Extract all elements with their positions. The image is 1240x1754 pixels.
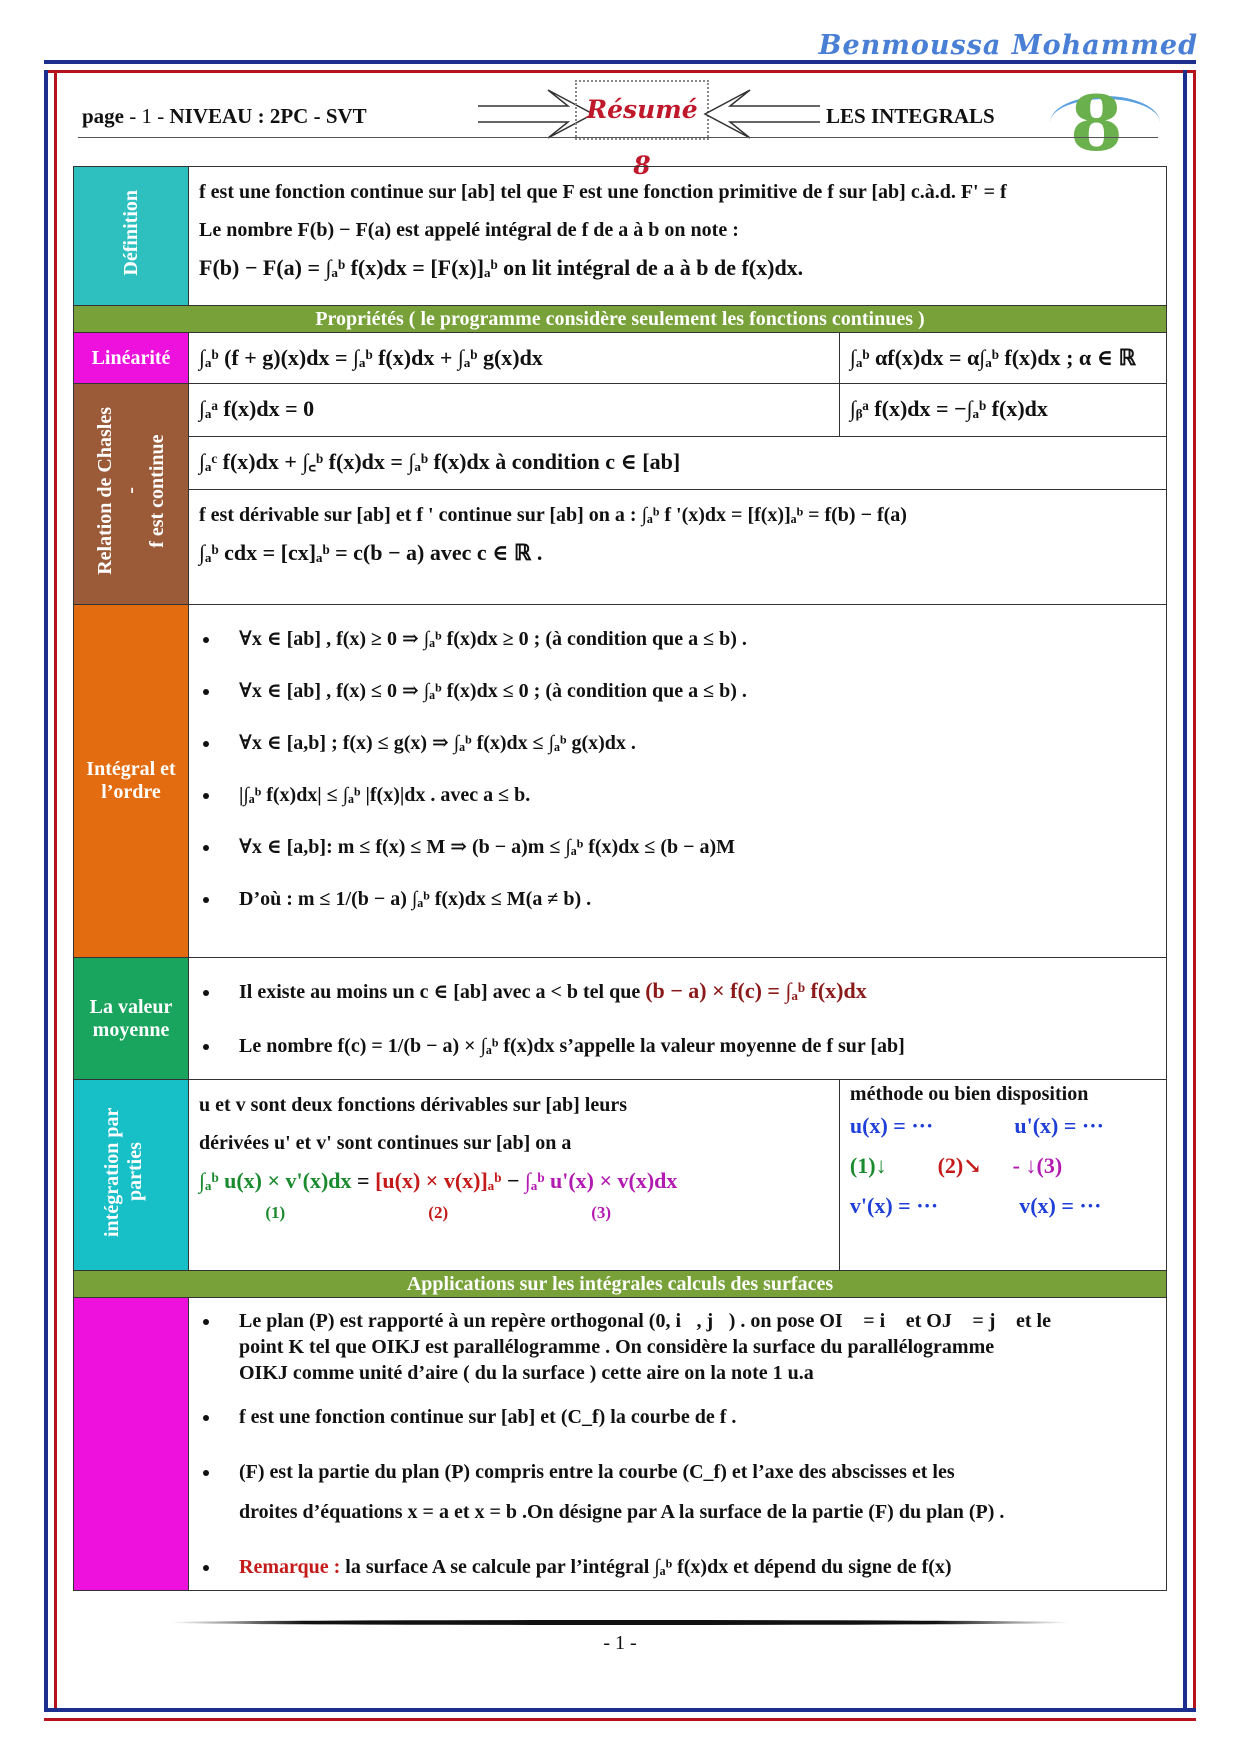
chasles-r1-right: ∫ᵦᵃ f(x)dx = −∫ₐᵇ f(x)dx — [839, 384, 1166, 437]
remarque-label: Remarque : — [239, 1556, 341, 1578]
applications-band-row — [74, 1271, 1167, 1298]
parties-term-3 — [525, 1166, 678, 1228]
applications-item-1-l3: OIKJ comme unité d’aire ( du la surface ) cette aire on la note 1 u.a — [239, 1362, 814, 1384]
chasles-r4: ∫ₐᵇ cdx = [cx]ₐᵇ = c(b − a) avec c ∈ ℝ . — [199, 540, 543, 565]
remarque-text: la surface A se calcule par l’intégral ∫ₐᵇ f(x)dx et dépend du signe de f(x) — [345, 1556, 952, 1578]
ordre-list — [199, 613, 1156, 925]
method-arrow-1: (1)↓ — [849, 1153, 887, 1178]
chasles-r3: f est dérivable sur [ab] et f ' continue sur [ab] on a : ∫ₐᵇ f '(x)dx = [f(x)]ₐᵇ = f(b) − f(a) — [199, 504, 907, 526]
frame-top-border — [44, 60, 1196, 73]
parties-formula — [199, 1166, 829, 1228]
ordre-item-5: • ∀x ∈ [a,b]: m ≤ f(x) ≤ M ⇒ (b − a)m ≤ ∫ₐᵇ f(x)dx ≤ (b − a)M — [221, 821, 1156, 873]
applications-content — [189, 1298, 1167, 1591]
linearite-row — [74, 333, 1167, 384]
parties-term-2-text: [u(x) × v(x)]ₐᵇ — [375, 1168, 502, 1193]
ordre-item-2: • ∀x ∈ [ab] , f(x) ≤ 0 ⇒ ∫ₐᵇ f(x)dx ≤ 0 ; (à condition que a ≤ b) . — [221, 665, 1156, 717]
ordre-item-1: • ∀x ∈ [ab] , f(x) ≥ 0 ⇒ ∫ₐᵇ f(x)dx ≥ 0 ; (à condition que a ≤ b) . — [221, 613, 1156, 665]
resume-badge: Résumé 8 — [575, 80, 709, 140]
definition-content — [189, 167, 1167, 306]
footer-page-number: - 1 - — [603, 1632, 637, 1654]
applications-row — [74, 1298, 1167, 1591]
arrow-right-decoration — [700, 84, 820, 144]
proprietes-band-row — [74, 306, 1167, 333]
frame-left-border — [44, 70, 57, 1710]
method-upx: u'(x) = ··· — [1014, 1113, 1104, 1138]
moyenne-label — [74, 958, 189, 1080]
moyenne-row — [74, 958, 1167, 1080]
chasles-label-cell — [74, 384, 189, 605]
moyenne-content — [189, 958, 1167, 1080]
applications-item-3-l2: droites d’équations x = a et x = b .On désigne par A la surface de la partie (F) du plan (P) . — [239, 1501, 1005, 1523]
chasles-row-3 — [74, 490, 1167, 605]
parties-row — [74, 1080, 1167, 1271]
chasles-label-2: - — [120, 487, 142, 495]
frame-right-border — [1183, 70, 1196, 1710]
ordre-label — [74, 605, 189, 958]
moyenne-label-text: La valeur moyenne — [89, 995, 173, 1041]
chasles-r1-left: ∫ₐᵃ f(x)dx = 0 — [189, 384, 840, 437]
ordre-item-3: • ∀x ∈ [a,b] ; f(x) ≤ g(x) ⇒ ∫ₐᵇ f(x)dx ≤ ∫ₐᵇ g(x)dx . — [221, 717, 1156, 769]
parties-method-row-1 — [850, 1106, 1156, 1146]
parties-minus: − — [506, 1168, 520, 1193]
chasles-label-3: f est continue — [146, 434, 168, 548]
parties-term-2-number: (2) — [428, 1203, 449, 1222]
parties-method-title: méthode ou bien disposition — [849, 1083, 1089, 1105]
parties-left — [189, 1080, 840, 1271]
parties-method-row-3 — [850, 1186, 1156, 1226]
moyenne-item-1 — [221, 964, 1156, 1019]
ordre-label-text: Intégral et l’ordre — [86, 758, 176, 803]
header-underline — [78, 137, 1158, 138]
parties-term-2 — [375, 1166, 501, 1228]
proprietes-band: Propriétés ( le programme considère seulement les fonctions continues ) — [74, 306, 1167, 333]
summary-table — [73, 166, 1167, 1591]
moyenne-item-1-formula: (b − a) × f(c) = ∫ₐᵇ f(x)dx — [645, 978, 867, 1003]
method-vpx: v'(x) = ··· — [849, 1193, 939, 1218]
linearite-right: ∫ₐᵇ αf(x)dx = α∫ₐᵇ f(x)dx ; α ∈ ℝ — [839, 333, 1166, 384]
definition-row — [74, 167, 1167, 306]
parties-term-1 — [199, 1166, 352, 1228]
applications-item-1-l2: point K tel que OIKJ est parallélogramme . On considère la surface du parallélogramme — [239, 1336, 995, 1358]
linearite-left: ∫ₐᵇ (f + g)(x)dx = ∫ₐᵇ f(x)dx + ∫ₐᵇ g(x)dx — [189, 333, 840, 384]
applications-item-1-l1: Le plan (P) est rapporté à un repère orthogonal (0, i⃗, j⃗) . on pose OI⃗ = i⃗ et OJ⃗ = j⃗ et le — [239, 1310, 1051, 1332]
ordre-item-6: • D’où : m ≤ 1/(b − a) ∫ₐᵇ f(x)dx ≤ M(a ≠ b) . — [221, 873, 1156, 925]
ordre-content — [189, 605, 1167, 958]
definition-line-2: Le nombre F(b) − F(a) est appelé intégral de f de a à b on note : — [199, 219, 739, 241]
ordre-row — [74, 605, 1167, 958]
author-signature: Benmoussa Mohammed — [818, 30, 1198, 61]
applications-item-3-l1: (F) est la partie du plan (P) compris entre la courbe (C_f) et l’axe des abscisses et les — [239, 1461, 955, 1483]
applications-band: Applications sur les intégrales calculs des surfaces — [74, 1271, 1167, 1298]
chasles-r2: ∫ₐᶜ f(x)dx + ∫꜀ᵇ f(x)dx = ∫ₐᵇ f(x)dx à condition c ∈ [ab] — [189, 437, 1167, 490]
chasles-row-2 — [74, 437, 1167, 490]
ordre-item-4: • |∫ₐᵇ f(x)dx| ≤ ∫ₐᵇ |f(x)|dx . avec a ≤ b. — [221, 769, 1156, 821]
definition-line-3: F(b) − F(a) = ∫ₐᵇ f(x)dx = [F(x)]ₐᵇ on lit intégral de a à b de f(x)dx. — [199, 255, 804, 280]
parties-term-1-text: ∫ₐᵇ u(x) × v'(x)dx — [199, 1168, 352, 1193]
page-number: - 1 - — [129, 104, 165, 128]
footer-divider — [170, 1620, 1070, 1625]
definition-label: Définition — [119, 190, 142, 276]
parties-eq: = — [357, 1168, 370, 1193]
parties-method — [839, 1080, 1166, 1271]
parties-term-3-text: ∫ₐᵇ u'(x) × v(x)dx — [524, 1168, 678, 1193]
definition-line-1: f est une fonction continue sur [ab] tel que F est une fonction primitive de f sur [ab] c.à.d. F' = f — [199, 181, 1007, 203]
parties-label-cell — [74, 1080, 189, 1271]
parties-line-2: dérivées u' et v' sont continues sur [ab] on a — [199, 1132, 572, 1154]
applications-label-cell — [74, 1298, 189, 1591]
moyenne-item-1-text: Il existe au moins un c ∈ [ab] avec a < b tel que — [239, 981, 641, 1003]
parties-term-1-number: (1) — [265, 1203, 286, 1222]
method-ux: u(x) = ··· — [849, 1113, 934, 1138]
method-arrow-3: - ↓(3) — [1012, 1153, 1063, 1178]
chasles-label-1: Relation de Chasles — [94, 407, 116, 575]
applications-item-4 — [221, 1554, 1156, 1580]
linearite-label: Linéarité — [74, 333, 189, 384]
definition-label-cell — [74, 167, 189, 306]
frame-bottom-border — [44, 1708, 1196, 1721]
niveau-label: NIVEAU : 2PC - SVT — [169, 104, 367, 128]
moyenne-list — [199, 964, 1156, 1073]
moyenne-item-2: • Le nombre f(c) = 1/(b − a) × ∫ₐᵇ f(x)dx s’appelle la valeur moyenne de f sur [ab] — [221, 1019, 1156, 1073]
applications-item-3 — [221, 1452, 1156, 1532]
page-label: page — [82, 104, 124, 128]
page-title: LES INTEGRALS — [826, 104, 995, 128]
header-left — [82, 104, 367, 129]
method-vx: v(x) = ··· — [1019, 1193, 1102, 1218]
parties-method-row-2 — [850, 1146, 1156, 1186]
applications-list — [199, 1308, 1156, 1580]
chasles-r3-cell — [189, 490, 1167, 605]
applications-item-2: • f est une fonction continue sur [ab] et (C_f) la courbe de f . — [221, 1404, 1156, 1430]
parties-term-3-number: (3) — [591, 1203, 612, 1222]
parties-label: intégration par parties — [101, 1107, 146, 1237]
chasles-row-1 — [74, 384, 1167, 437]
parties-line-1: u et v sont deux fonctions dérivables sur [ab] leurs — [199, 1094, 627, 1116]
method-arrow-2: (2)↘ — [937, 1153, 982, 1178]
applications-item-1 — [221, 1308, 1156, 1386]
logo-eight-icon: 8 — [1070, 79, 1123, 168]
